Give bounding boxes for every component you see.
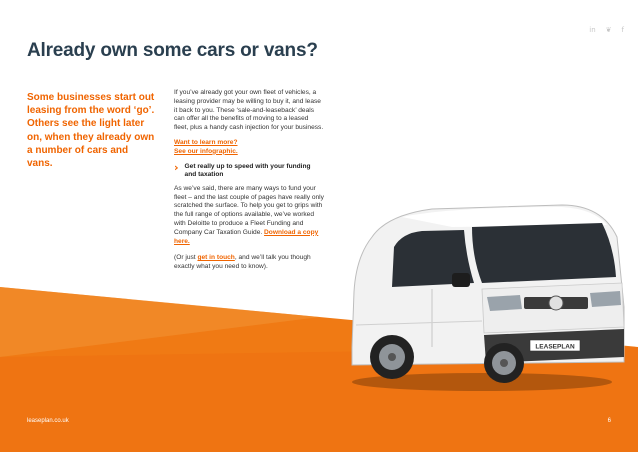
facebook-icon[interactable]: f (621, 26, 624, 34)
van-badge: LEASEPLAN (535, 343, 575, 351)
contact-text-end: , and we’ll talk you though exactly what you need to know). (174, 254, 311, 271)
paragraph-funding-guide (174, 185, 324, 247)
paragraph-contact (174, 254, 324, 272)
chevron-right-icon: › (174, 160, 179, 174)
callout-text: Get really up to speed with your funding and taxation (184, 162, 311, 179)
infographic-link[interactable]: See our infographic. (174, 147, 238, 155)
body-column (174, 89, 324, 272)
van-image (332, 197, 632, 397)
intro-text: Some businesses start out leasing from the word ‘go’. Others see the light later on, when they already own a number of cars and vans. (27, 92, 155, 170)
get-in-touch-link[interactable]: get in touch (197, 254, 235, 262)
learn-more-link[interactable]: Want to learn more? (174, 138, 238, 146)
footer-website[interactable]: leaseplan.co.uk (27, 418, 69, 424)
download-link[interactable]: Download a copy here. (174, 228, 319, 245)
funding-guide-text: As we’ve said, there are many ways to fund your fleet – and the last couple of pages have really only scratched the surface. To help you get to grips with the full range of options available, we’ve worked with Deloitte to produce a Fleet Funding and Company Car Taxation Guide. (174, 184, 324, 236)
page-title: Already own some cars or vans? (27, 40, 318, 61)
social-links (589, 26, 624, 34)
linkedin-icon[interactable]: in (589, 26, 596, 34)
paragraph-leaseback: If you’ve already got your own fleet of vehicles, a leasing provider may be willing to buy it, and lease it back to you. These ‘sale-and-leaseback’ deals can offer all the benefits of moving to a leased fleet, plus a handy cash injection for your business. (174, 89, 324, 132)
learn-more (174, 139, 324, 157)
twitter-icon[interactable]: ❦ (605, 26, 612, 34)
page-number: 6 (607, 418, 611, 424)
callout (174, 160, 324, 180)
contact-text-start: (Or just (174, 254, 198, 262)
